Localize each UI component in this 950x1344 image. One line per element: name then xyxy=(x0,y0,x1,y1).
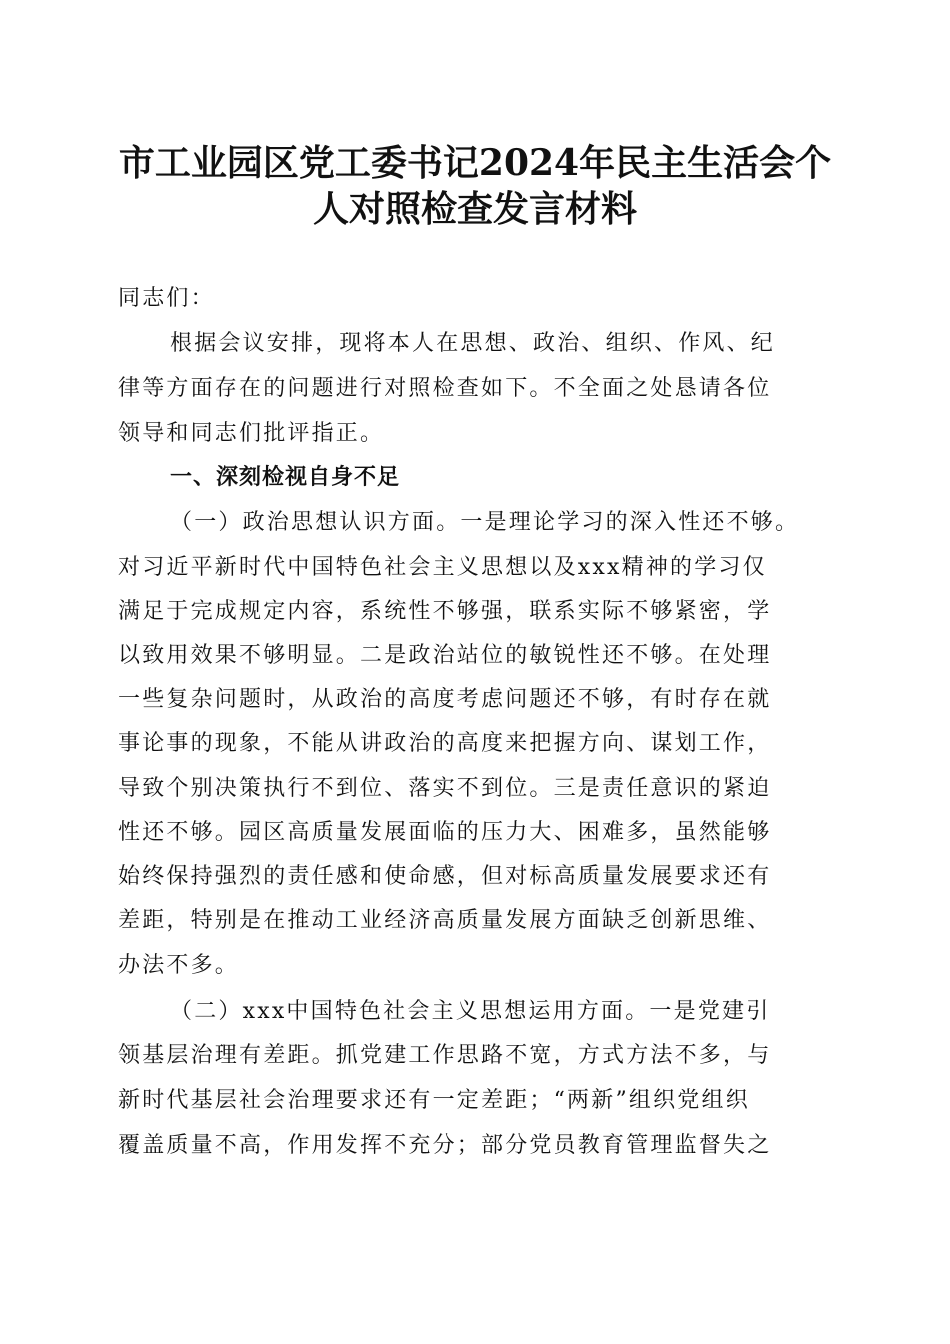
paragraph-line: （一）政治思想认识方面。一是理论学习的深入性还不够。 xyxy=(170,510,800,535)
paragraph-line: 性还不够。园区高质量发展面临的压力大、困难多，虽然能够 xyxy=(118,820,772,845)
document-title-line-1: 市工业园区党工委书记2024年民主生活会个 xyxy=(118,142,832,184)
paragraph-line: （二）xxx中国特色社会主义思想运用方面。一是党建引 xyxy=(170,999,771,1024)
paragraph-line: 律等方面存在的问题进行对照检查如下。不全面之处恳请各位 xyxy=(118,376,772,401)
paragraph-line: 办法不多。 xyxy=(118,953,240,978)
paragraph-line: 满足于完成规定内容，系统性不够强，联系实际不够紧密，学 xyxy=(118,599,772,624)
paragraph-line: 以致用效果不够明显。二是政治站位的敏锐性还不够。在处理 xyxy=(118,643,772,668)
section-heading: 一、深刻检视自身不足 xyxy=(170,465,401,490)
paragraph-line: 一些复杂问题时，从政治的高度考虑问题还不够，有时存在就 xyxy=(118,687,772,712)
paragraph-line: 新时代基层社会治理要求还有一定差距；“两新”组织党组织 xyxy=(118,1088,750,1113)
paragraph-line: 对习近平新时代中国特色社会主义思想以及xxx精神的学习仅 xyxy=(118,555,767,580)
salutation: 同志们： xyxy=(118,286,215,311)
paragraph-line: 差距，特别是在推动工业经济高质量发展方面缺乏创新思维、 xyxy=(118,908,772,933)
paragraph-line: 始终保持强烈的责任感和使命感，但对标高质量发展要求还有 xyxy=(118,864,772,889)
paragraph-line: 领导和同志们批评指正。 xyxy=(118,421,385,446)
paragraph-line: 导致个别决策执行不到位、落实不到位。三是责任意识的紧迫 xyxy=(118,776,772,801)
paragraph-line: 事论事的现象，不能从讲政治的高度来把握方向、谋划工作， xyxy=(118,731,772,756)
paragraph-line: 根据会议安排，现将本人在思想、政治、组织、作风、纪 xyxy=(170,331,776,356)
paragraph-line: 领基层治理有差距。抓党建工作思路不宽，方式方法不多，与 xyxy=(118,1043,772,1068)
paragraph-line: 覆盖质量不高，作用发挥不充分；部分党员教育管理监督失之 xyxy=(118,1133,772,1158)
document-title-line-2: 人对照检查发言材料 xyxy=(312,188,637,230)
